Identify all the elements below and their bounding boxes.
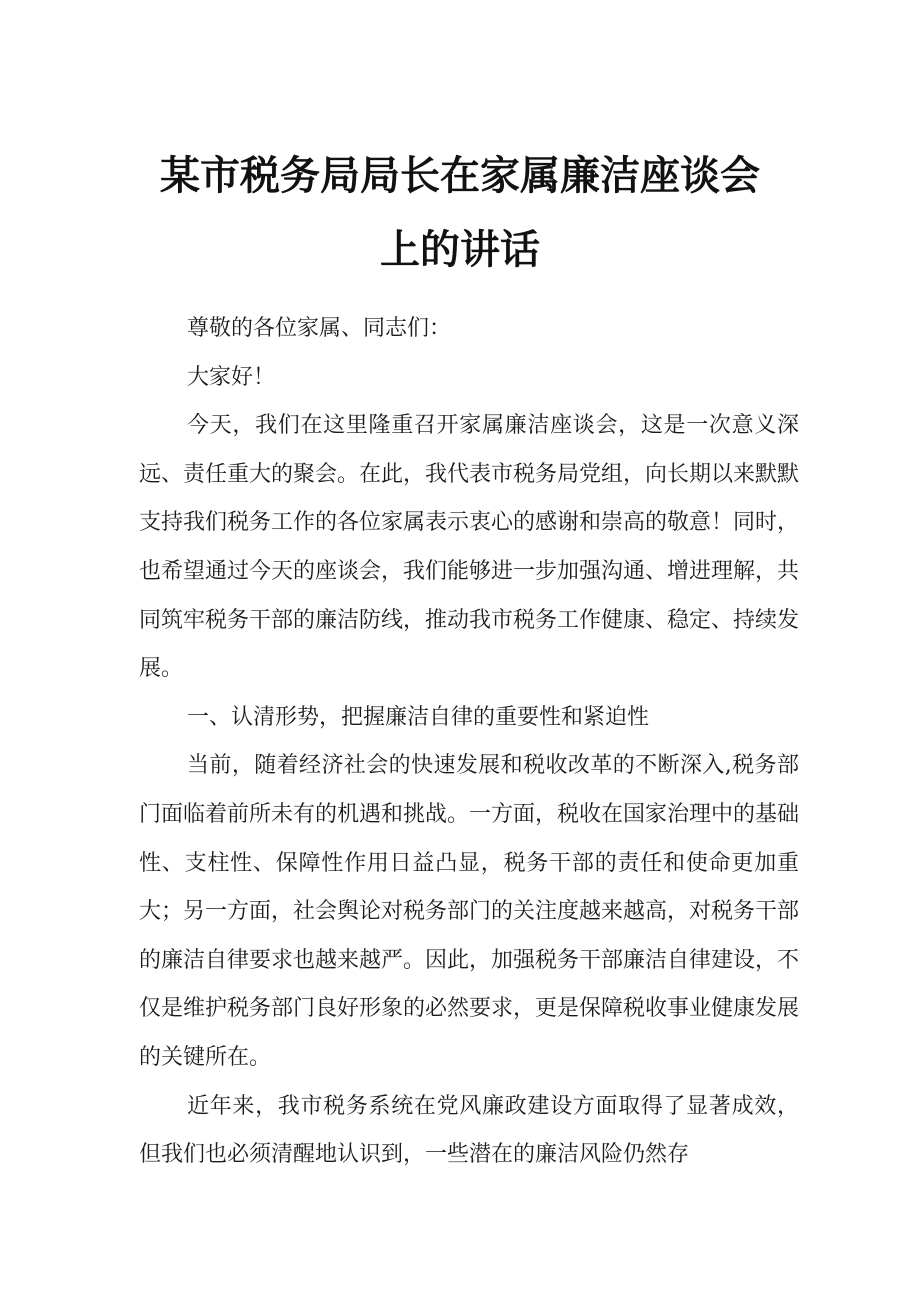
paragraph-situation: 当前，随着经济社会的快速发展和税收改革的不断深入,税务部门面临着前所未有的机遇和挑战。一方面，税收在国家治理中的基础性、支柱性、保障性作用日益凸显，税务干部的责任和使命更加重大；另一方面，社会舆论对税务部门的关注度越来越高，对税务干部的廉洁自律要求也越来越严。因此，加强税务干部廉洁自律建设，不仅是维护税务部门良好形象的必然要求，更是保障税收事业健康发展的关键所在。: [139, 753, 800, 1070]
paragraph-recent: 近年来，我市税务系统在党风廉政建设方面取得了显著成效，但我们也必须清醒地认识到，一些潜在的廉洁风险仍然存: [139, 1093, 799, 1168]
document-body: [139, 305, 799, 1180]
greeting: 大家好！: [187, 364, 276, 390]
salutation: 尊敬的各位家属、同志们：: [187, 316, 452, 341]
document-title-line-2: 上的讲话: [380, 227, 540, 273]
section-heading-1: 一、认清形势，把握廉洁自律的重要性和紧迫性: [187, 704, 650, 730]
paragraph-intro: 今天，我们在这里隆重召开家属廉洁座谈会，这是一次意义深远、责任重大的聚会。在此，我代表市税务局党组，向长期以来默默支持我们税务工作的各位家属表示衷心的感谢和崇高的敬意！同时，也希望通过今天的座谈会，我们能够进一步加强沟通、增进理解，共同筑牢税务干部的廉洁防线，推动我市税务工作健康、稳定、持续发展。: [139, 413, 800, 682]
document-title-line-1: 某市税务局局长在家属廉洁座谈会: [160, 153, 760, 199]
